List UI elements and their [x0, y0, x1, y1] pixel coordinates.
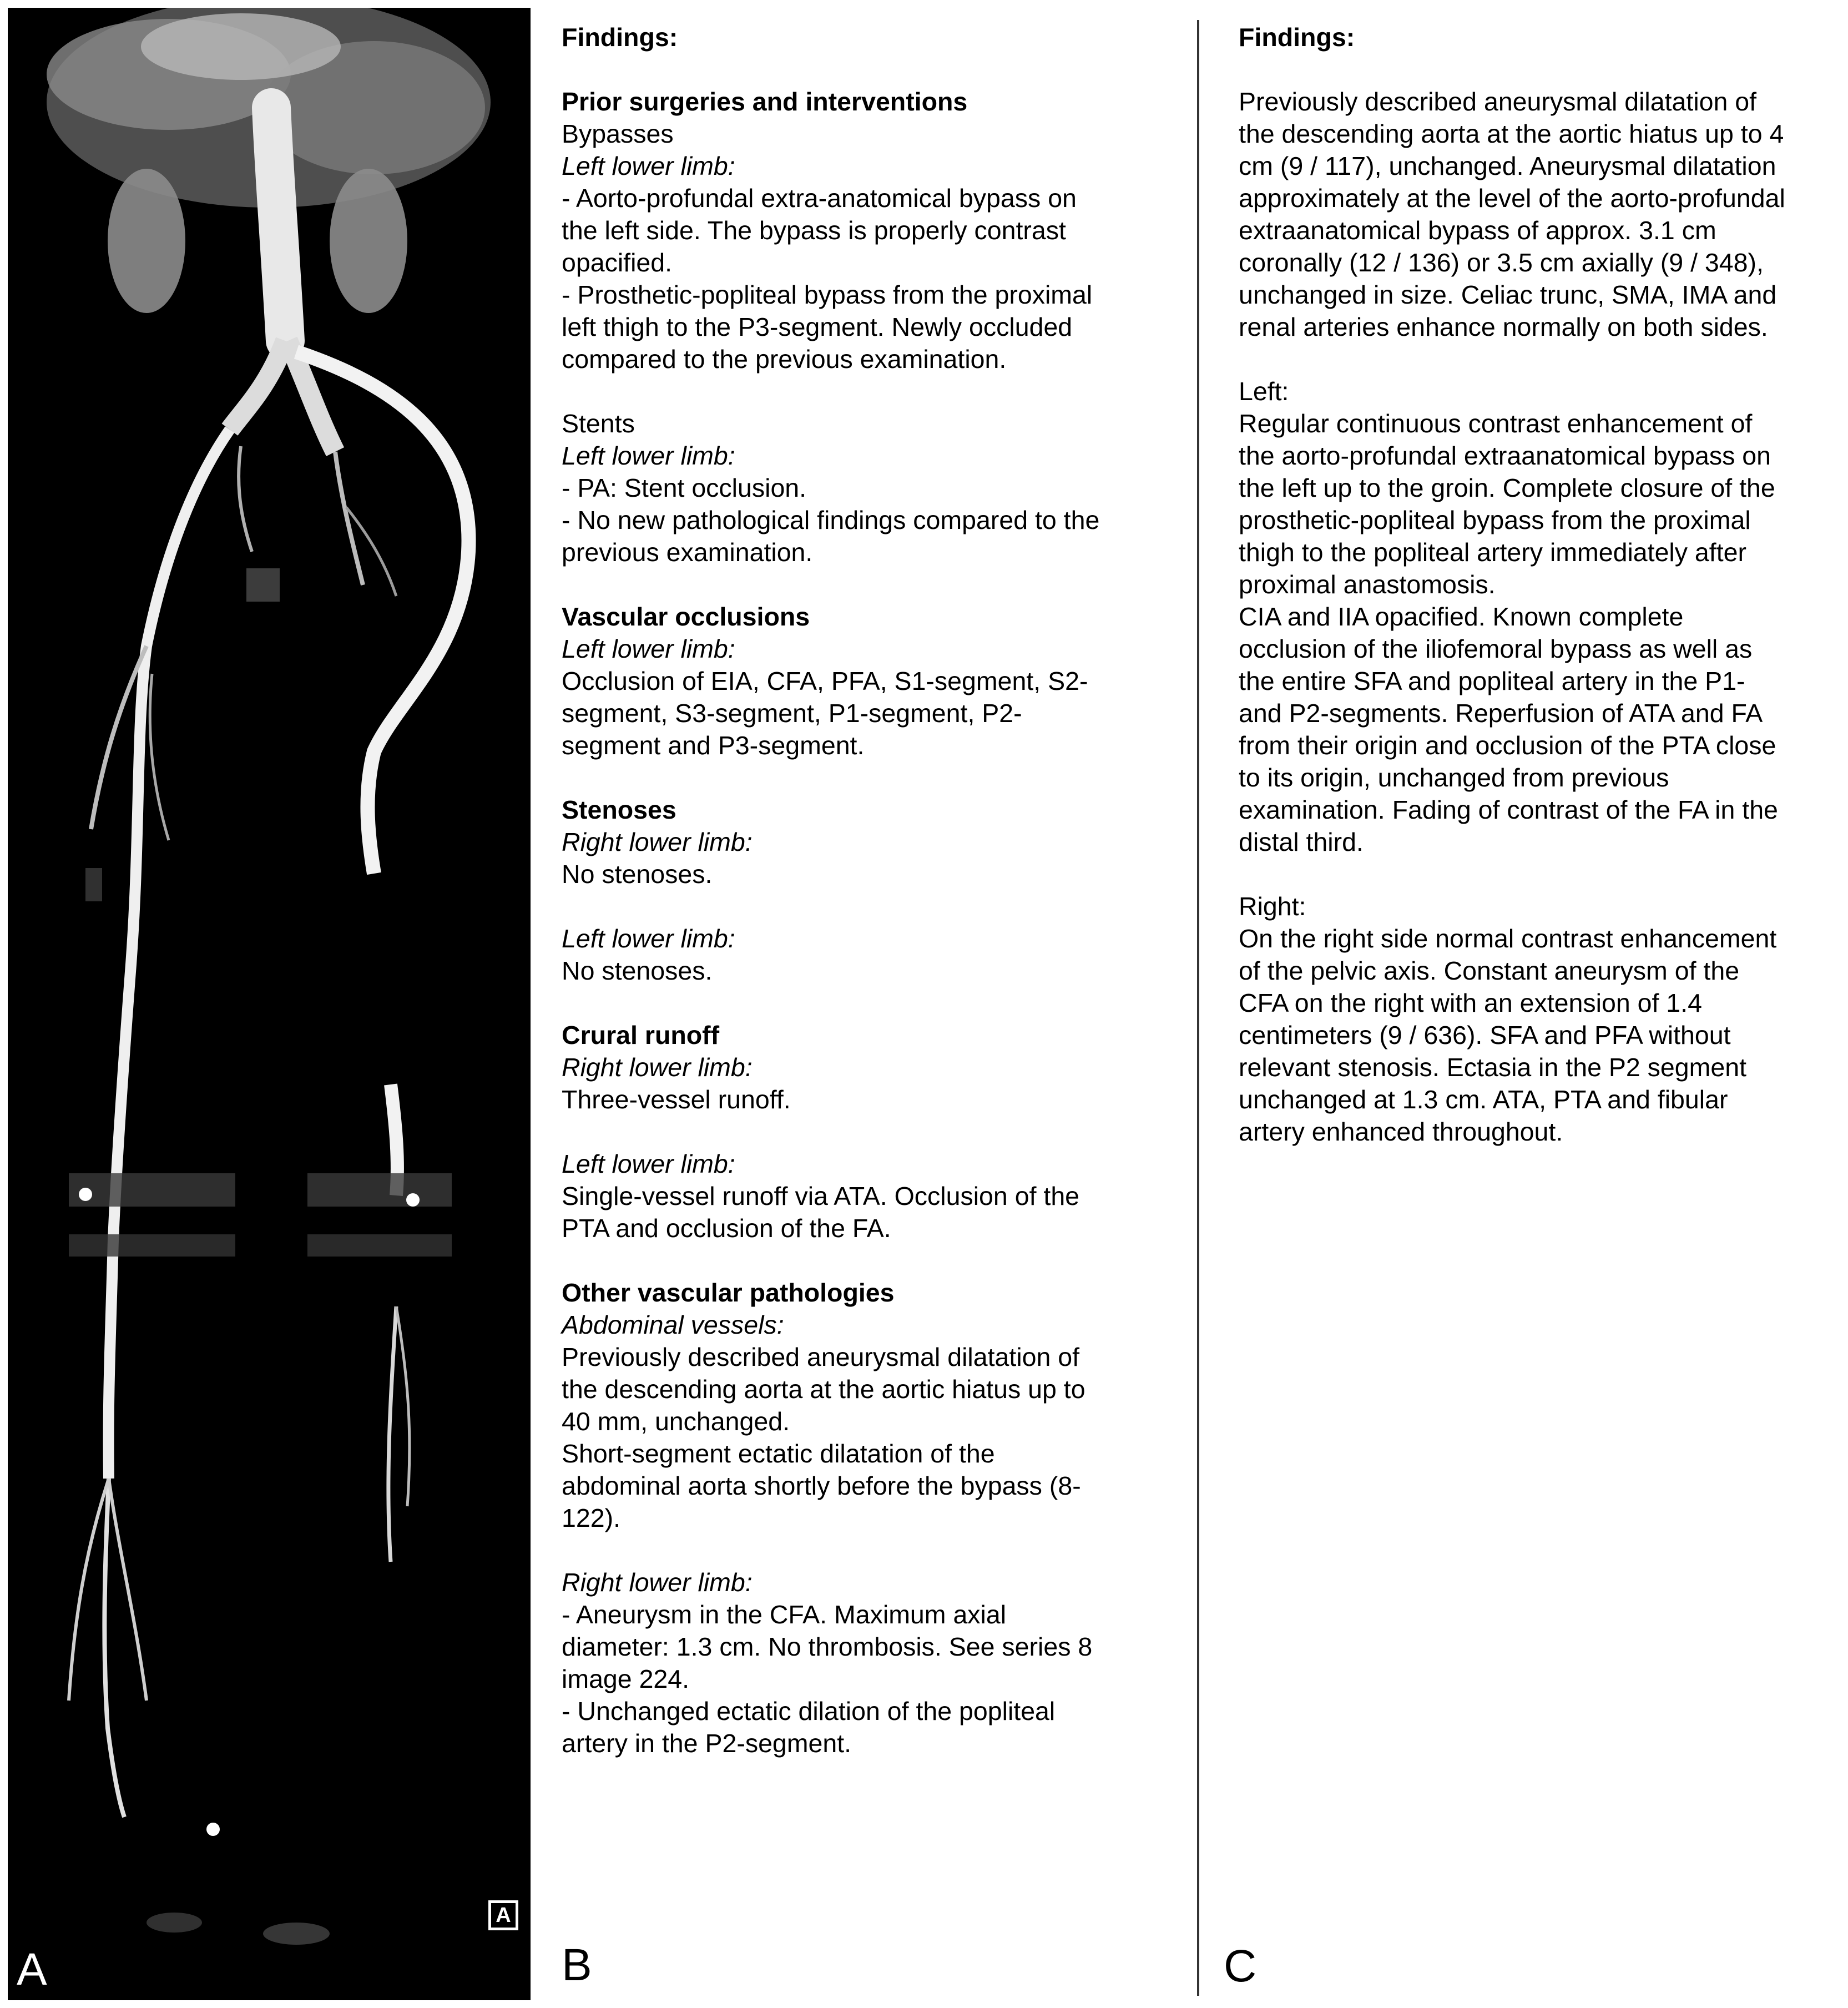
- orientation-marker: A: [488, 1900, 518, 1930]
- paragraph-gap: [1239, 53, 1844, 85]
- free-text-report-column: [1239, 21, 1844, 1148]
- report-paragraph: Previously described aneurysmal dilatation of the descending aorta at the aortic hiatus up to 4 cm (9 / 117), unchanged. Aneurysmal dilatation approximately at the level of the aorto-profundal extraanatomical bypass of approx. 3.1 cm coronally (12 / 136) or 3.5 cm axially (9 / 348), unchanged in size. Celiac trunc, SMA, IMA and renal arteries enhance normally on both sides.: [1239, 87, 1785, 341]
- report-paragraph: - Aneurysm in the CFA. Maximum axial diameter: 1.3 cm. No thrombosis. See series 8 image 224.: [562, 1600, 1093, 1693]
- paragraph-gap: [562, 568, 1178, 601]
- report-paragraph: Regular continuous contrast enhancement of the aorto-profundal extraanatomical bypass on the left up to the groin. Complete closure of the prosthetic-popliteal bypass from the proximal thigh to the popliteal artery immediately after proximal anastomosis.: [1239, 409, 1775, 599]
- report-paragraph: Three-vessel runoff.: [562, 1085, 791, 1114]
- report-paragraph: Left:: [1239, 377, 1289, 406]
- paragraph-gap: [562, 1244, 1178, 1277]
- panel-label-a: A: [17, 1944, 47, 1995]
- structured-report-column: [562, 21, 1178, 1759]
- section-heading: Other vascular pathologies: [562, 1278, 895, 1307]
- paragraph-gap: [1239, 858, 1844, 890]
- panel-label-b: B: [562, 1940, 592, 1990]
- report-paragraph: - Prosthetic-popliteal bypass from the proximal left thigh to the P3-segment. Newly occluded compared to the previous examination.: [562, 280, 1093, 374]
- report-paragraph: Short-segment ectatic dilatation of the abdominal aorta shortly before the bypass (8- 122).: [562, 1439, 1081, 1532]
- paragraph-gap: [562, 1116, 1178, 1148]
- report-paragraph: Bypasses: [562, 119, 674, 148]
- report-paragraph: Single-vessel runoff via ATA. Occlusion of the PTA and occlusion of the FA.: [562, 1182, 1080, 1243]
- limb-subheading: Left lower limb:: [562, 634, 735, 663]
- paragraph-gap: [562, 761, 1178, 794]
- limb-subheading: Left lower limb:: [562, 441, 735, 470]
- paragraph-gap: [562, 1534, 1178, 1566]
- report-paragraph: - Unchanged ectatic dilation of the popliteal artery in the P2-segment.: [562, 1697, 1056, 1758]
- limb-subheading: Abdominal vessels:: [562, 1310, 784, 1339]
- column-divider: [1197, 20, 1199, 1996]
- panel-label-c: C: [1224, 1941, 1257, 1991]
- report-paragraph: No stenoses.: [562, 956, 713, 985]
- section-heading: Crural runoff: [562, 1021, 720, 1050]
- report-paragraph: - Aorto-profundal extra-anatomical bypass on the left side. The bypass is properly contrast opacified.: [562, 184, 1077, 277]
- report-paragraph: Previously described aneurysmal dilatation of the descending aorta at the aortic hiatus up to 40 mm, unchanged.: [562, 1343, 1085, 1436]
- section-heading: Vascular occlusions: [562, 602, 810, 631]
- section-heading: Stenoses: [562, 795, 676, 824]
- report-paragraph: On the right side normal contrast enhancement of the pelvic axis. Constant aneurysm of the CFA on the right with an extension of 1.4 centimeters (9 / 636). SFA and PFA without relevant stenosis. Ectasia in the P2 segment unchanged at 1.3 cm. ATA, PTA and fibular artery enhanced throughout.: [1239, 924, 1777, 1146]
- section-heading: Prior surgeries and interventions: [562, 87, 968, 116]
- limb-subheading: Right lower limb:: [562, 1053, 753, 1082]
- paragraph-gap: [562, 890, 1178, 922]
- report-paragraph: Stents: [562, 409, 635, 438]
- limb-subheading: Right lower limb:: [562, 1568, 753, 1597]
- report-paragraph: - PA: Stent occlusion.: [562, 473, 807, 502]
- angiography-image-panel: [8, 8, 531, 2000]
- paragraph-gap: [562, 375, 1178, 407]
- limb-subheading: Right lower limb:: [562, 828, 753, 856]
- limb-subheading: Left lower limb:: [562, 1149, 735, 1178]
- section-heading: Findings:: [562, 23, 678, 52]
- limb-subheading: Left lower limb:: [562, 152, 735, 180]
- limb-subheading: Left lower limb:: [562, 924, 735, 953]
- report-paragraph: Occlusion of EIA, CFA, PFA, S1-segment, S2- segment, S3-segment, P1-segment, P2- segment and P3-segment.: [562, 667, 1088, 760]
- paragraph-gap: [562, 987, 1178, 1019]
- section-heading: Findings:: [1239, 23, 1355, 52]
- paragraph-gap: [1239, 343, 1844, 375]
- report-paragraph: Right:: [1239, 892, 1306, 921]
- report-paragraph: No stenoses.: [562, 860, 713, 889]
- angiogram-mip-image: [8, 8, 531, 2000]
- paragraph-gap: [562, 53, 1178, 85]
- report-paragraph: - No new pathological findings compared to the previous examination.: [562, 506, 1100, 567]
- report-paragraph: CIA and IIA opacified. Known complete occlusion of the iliofemoral bypass as well as the entire SFA and popliteal artery in the P1- and P2-segments. Reperfusion of ATA and FA from their origin and occlusion of the PTA close to its origin, unchanged from previous examination. Fading of contrast of the FA in the distal third.: [1239, 602, 1778, 856]
